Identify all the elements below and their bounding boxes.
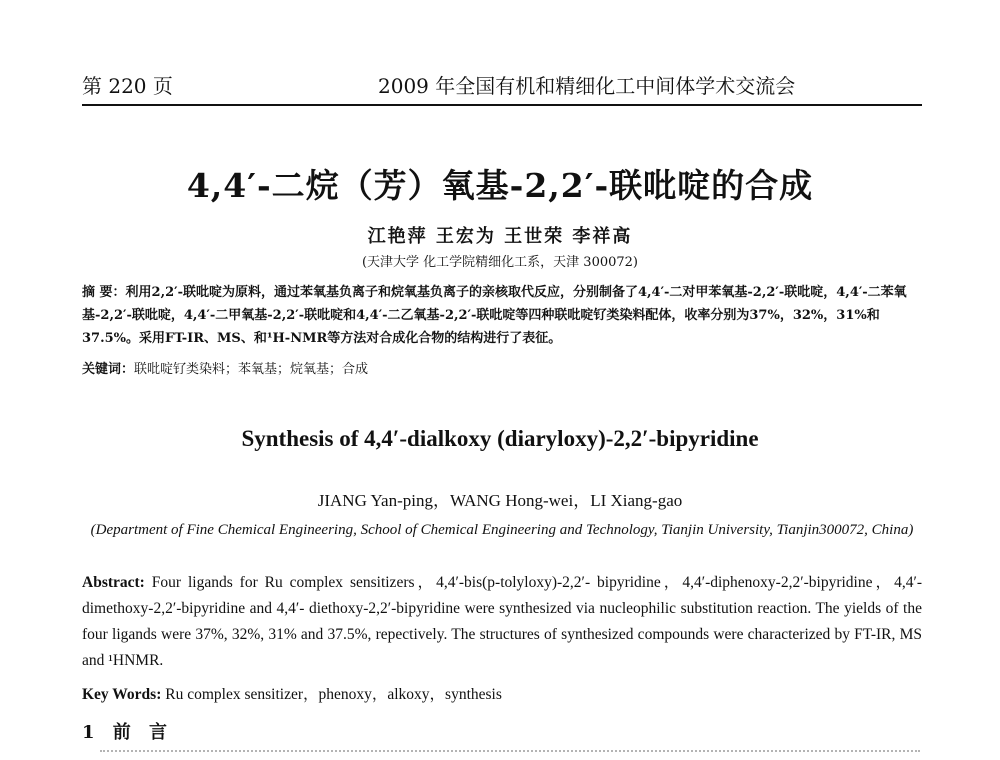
page-header	[82, 58, 922, 106]
cut-off-text-line	[100, 750, 920, 754]
chinese-abstract	[82, 281, 922, 350]
header-rule	[82, 104, 922, 106]
english-keywords-label: Key Words:	[82, 686, 162, 703]
english-title: Synthesis of 4,4′-dialkoxy (diaryloxy)-2,2′-bipyridine	[241, 426, 759, 451]
english-abstract	[82, 570, 922, 674]
conference-title: 2009 年全国有机和精细化工中间体学术交流会	[378, 74, 796, 98]
english-abstract-label: Abstract:	[82, 574, 145, 591]
chinese-authors: 江艳萍 王宏为 王世荣 李祥高	[367, 226, 633, 247]
english-keywords	[82, 682, 922, 704]
chinese-keywords-text: 联吡啶钌类染料；苯氧基；烷氧基；合成	[134, 362, 369, 377]
page-number: 第 220 页	[82, 74, 173, 98]
section-heading: 1 前 言	[82, 722, 174, 743]
chinese-keywords	[82, 358, 922, 377]
english-keywords-text: Ru complex sensitizer，phenoxy，alkoxy，synthesis	[165, 686, 502, 703]
english-abstract-text: Four ligands for Ru complex sensitizers，4,4′-bis(p-tolyloxy)-2,2′- bipyridine，4,4′-diphenoxy-2,2′-bipyridine，4,4′-dimethoxy-2,2′-bipyridine and 4,4′- diethoxy-2,2′-bipyridine were synthesized via nucleophilic substitution reaction. The yields of the four ligands were 37%, 32%, 31% and 37.5%, repectively. The structures of synthesized compounds were characterized by FT-IR, MS and ¹HNMR.	[82, 574, 922, 669]
chinese-affiliation: (天津大学 化工学院精细化工系，天津 300072)	[361, 255, 639, 270]
chinese-abstract-label: 摘 要：	[82, 285, 126, 300]
english-affiliation: (Department of Fine Chemical Engineering, School of Chemical Engineering and Technology, Tianjin University, Tianjin300072, China)	[90, 522, 914, 538]
chinese-keywords-label: 关键词：	[82, 362, 135, 377]
english-authors: JIANG Yan-ping，WANG Hong-wei，LI Xiang-gao	[317, 491, 683, 510]
chinese-abstract-text: 利用2,2′-联吡啶为原料，通过苯氧基负离子和烷氧基负离子的亲核取代反应，分别制备了4,4′-二对甲苯氧基-2,2′-联吡啶，4,4′-二苯氧基-2,2′-联吡啶，4,4′-二甲氧基-2,2′-联吡啶和4,4′-二乙氧基-2,2′-联吡啶等四种联吡啶钌类染料配体，收率分别为37%，32%，31%和37.5%。采用FT-IR、MS、和¹H-NMR等方法对合成化合物的结构进行了表征。	[82, 285, 907, 346]
chinese-title: 4,4′-二烷（芳）氧基-2,2′-联吡啶的合成	[186, 166, 814, 205]
